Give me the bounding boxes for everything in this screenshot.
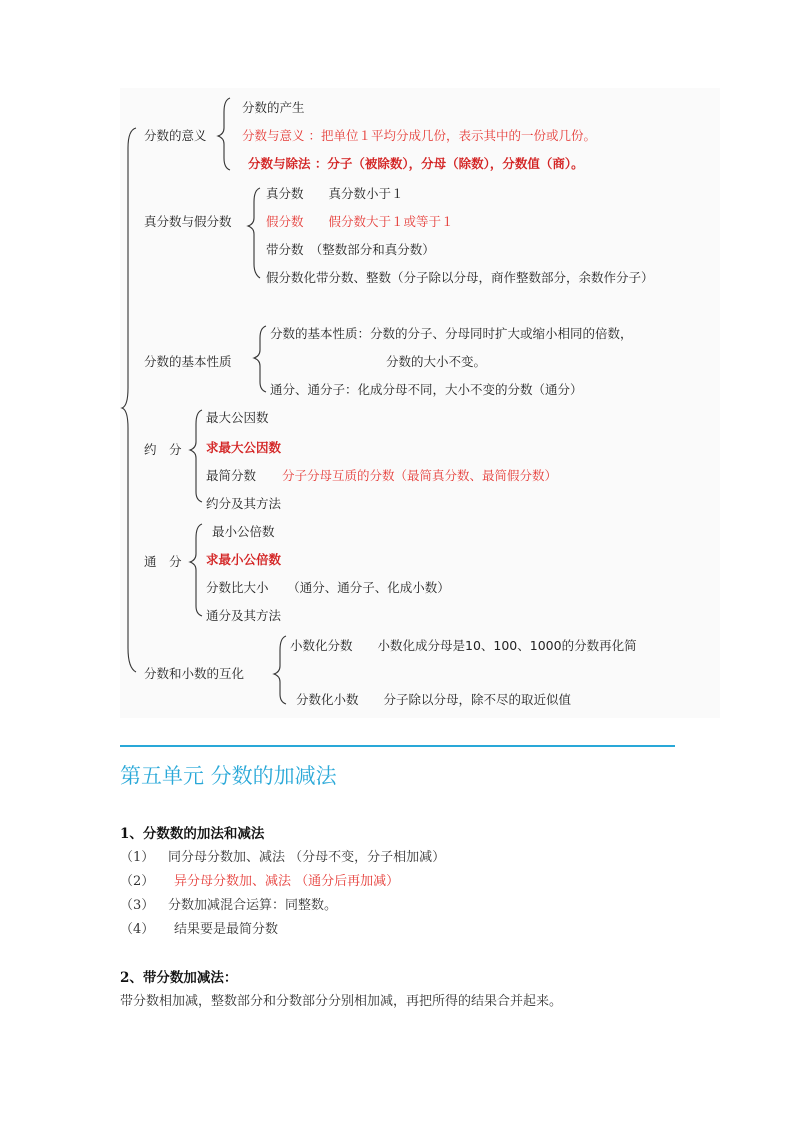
node-tongfen: 通 分 [144,554,182,569]
section-1-line-2 [120,870,399,889]
tongfen-item-4: 通分及其方法 [206,608,282,623]
node-yiyi: 分数的意义 [144,128,207,143]
section-1-line-4 [120,918,278,937]
section-1-line-3 [120,894,337,913]
line-number: （3） [120,898,155,913]
yuefen-item-2: 求最大公因数 [206,440,282,455]
section-1-line-1 [120,846,445,865]
tongfen-item-3: 分数比大小 （通分、通分子、化成小数） [206,580,450,595]
tongfen-item-2: 求最小公倍数 [206,552,282,567]
line-text: 分数加减混合运算：同整数。 [168,898,338,913]
zhenjia-item-1: 真分数 真分数小于１ [266,186,404,201]
section-divider [120,745,675,747]
yuefen-item-4: 约分及其方法 [206,496,282,511]
huhua-item-2: 分数化小数 分子除以分母，除不尽的取近似值 [296,692,572,707]
zhenjia-item-3: 带分数 （整数部分和真分数） [266,242,435,257]
line-number: （4） [120,922,155,937]
zhenjia-item-2: 假分数 假分数大于１或等于１ [266,214,454,229]
unit-title: 第五单元 分数的加减法 [120,764,337,788]
line-text: 结果要是最简分数 [174,922,279,937]
yuefen-item-3: 最简分数 [206,468,269,483]
yiyi-item-3: 分数与除法 ：分子（被除数），分母（除数），分数值（商）。 [248,156,584,171]
xingzhi-item-1: 分数的基本性质：分数的分子、分母同时扩大或缩小相同的倍数， [270,326,633,341]
section-heading-2: 2、带分数加减法： [120,970,238,986]
node-zhenjia: 真分数与假分数 [144,214,232,229]
section-heading-1: 1、分数数的加法和减法 [120,826,265,842]
line-text-red: 异分母分数加、减法 （通分后再加减） [174,874,400,889]
yiyi-item-2: 分数与意义 ：把单位１平均分成几份，表示其中的一份或几份。 [242,128,596,143]
section-2-line-1: 带分数相加减，整数部分和分数部分分别相加减，再把所得的结果合并起来。 [120,994,563,1009]
fraction-concept-diagram [120,88,720,718]
xingzhi-item-3: 通分、通分子：化成分母不同，大小不变的分数（通分） [270,382,583,397]
tongfen-item-1: 最小公倍数 [212,524,275,539]
line-text: 同分母分数加、减法 （分母不变，分子相加减） [168,850,446,865]
node-xingzhi: 分数的基本性质 [144,354,232,369]
huhua-item-1: 小数化分数 小数化成分母是10、100、1000的分数再化简 [290,638,637,653]
yiyi-item-1: 分数的产生 [242,100,305,115]
yuefen-item-3-desc: 分子分母互质的分数（最简真分数、最简假分数） [282,468,558,483]
node-yuefen: 约 分 [144,442,182,457]
line-number: （2） [120,874,155,889]
zhenjia-item-4: 假分数化带分数、整数（分子除以分母，商作整数部分，余数作分子） [266,270,654,285]
yuefen-item-1: 最大公因数 [206,410,269,425]
node-huhua: 分数和小数的互化 [144,666,245,681]
line-number: （1） [120,850,155,865]
xingzhi-item-2: 分数的大小不变。 [386,354,487,369]
